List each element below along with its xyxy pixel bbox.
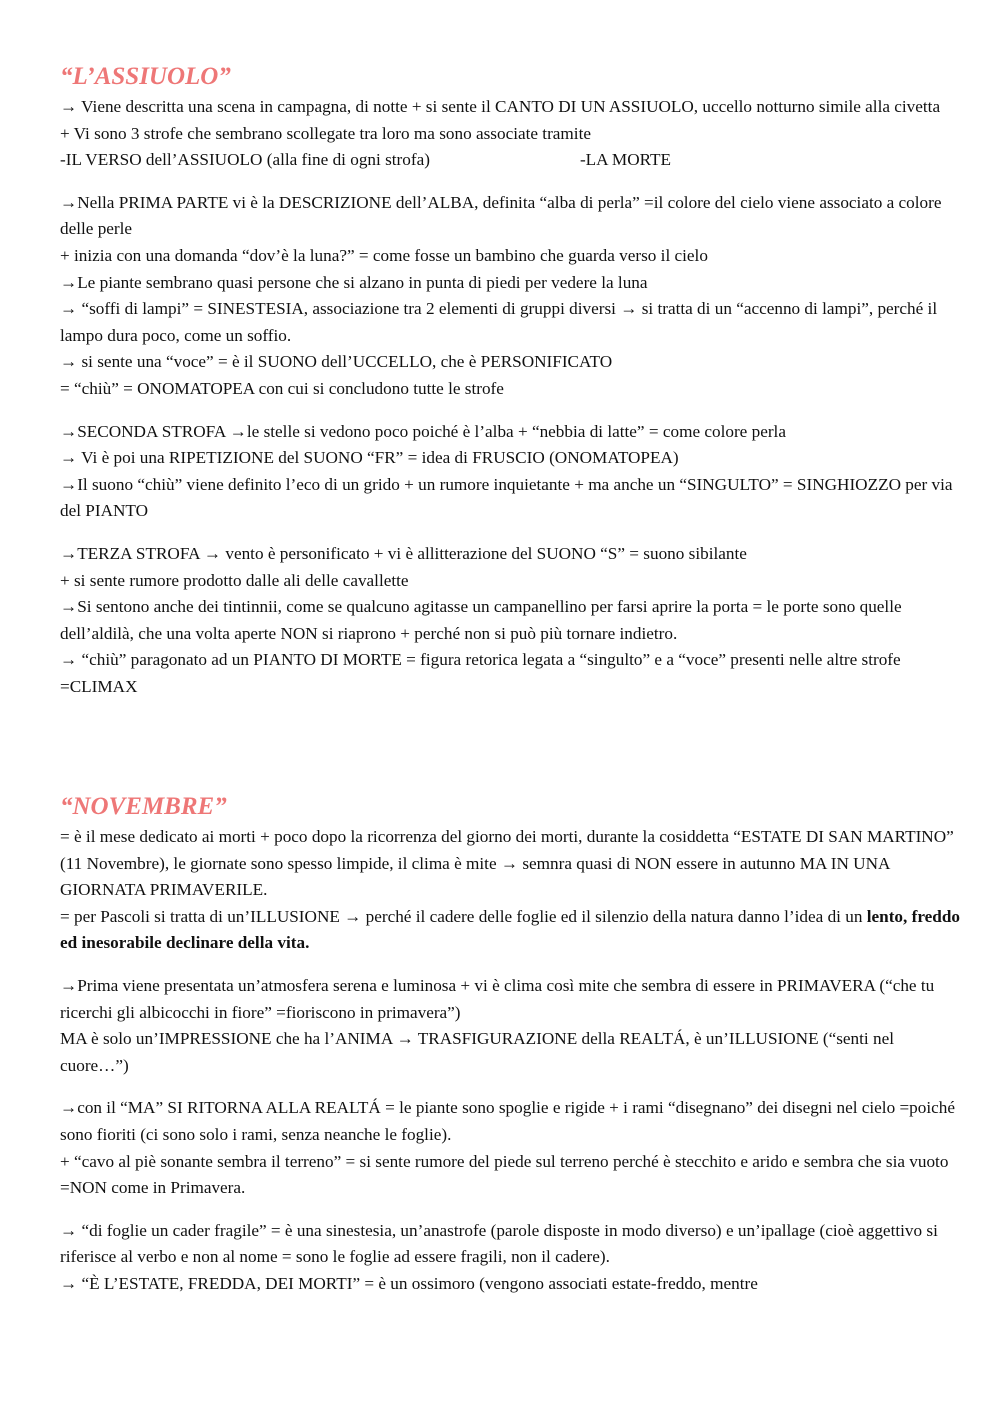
- text-line: →con il “MA” SI RITORNA ALLA REALTÁ = le piante sono spoglie e rigide + i rami “disegnano” dei disegni nel cielo =poiché sono fioriti (ci sono solo i rami, senza neanche le foglie).: [60, 1098, 955, 1144]
- text-line-columns: [60, 147, 960, 174]
- text-line: →Le piante sembrano quasi persone che si alzano in punta di piedi per vedere la luna: [60, 272, 648, 292]
- text-line: [60, 904, 960, 957]
- text-line: →Prima viene presentata un’atmosfera serena e luminosa + vi è clima così mite che sembra di essere in PRIMAVERA (“che tu ricerchi gli albicocchi in fiore” =fioriscono in primavera”): [60, 975, 935, 1022]
- text-line: →TERZA STROFA → vento è personificato + vi è allitterazione del SUONO “S” = suono sibilante: [60, 543, 747, 563]
- section-assiuolo: [60, 60, 960, 716]
- paragraph-figure-retoriche: [60, 1218, 960, 1298]
- text-line: →Nella PRIMA PARTE vi è la DESCRIZIONE dell’ALBA, definita “alba di perla” =il colore del cielo viene associato a colore delle perle: [60, 192, 942, 239]
- text-line: → si sente una “voce” = è il SUONO dell’UCCELLO, che è PERSONIFICATO: [60, 352, 613, 372]
- text-line: = è il mese dedicato ai morti + poco dopo la ricorrenza del giorno dei morti, durante la cosiddetta “ESTATE DI SAN MARTINO” (11 Novembre), le giornate sono spesso limpide, il clima è mite → semnra quasi di NON essere in autunno MA IN UNA GIORNATA PRIMAVERILE.: [60, 827, 954, 900]
- text-line: → “chiù” paragonato ad un PIANTO DI MORTE = figura retorica legata a “singulto” e a “voce” presenti nelle altre strofe =CLIMAX: [60, 650, 901, 696]
- text-line: → “soffi di lampi” = SINESTESIA, associazione tra 2 elementi di gruppi diversi → si tratta di un “accenno di lampi”, perché il lampo dura poco, come un soffio.: [60, 299, 938, 345]
- text-line: = “chiù” = ONOMATOPEA con cui si concludono tutte le strofe: [60, 378, 504, 398]
- text-line: + Vi sono 3 strofe che sembrano scollegate tra loro ma sono associate tramite: [60, 123, 591, 143]
- paragraph-terza-strofa: [60, 541, 960, 701]
- text-item: -LA MORTE: [579, 150, 672, 170]
- text-item: -IL VERSO dell’ASSIUOLO (alla fine di ogni strofa): [60, 150, 430, 170]
- text-line: + inizia con una domanda “dov’è la luna?” = come fosse un bambino che guarda verso il cielo: [60, 245, 708, 265]
- text-line: →Il suono “chiù” viene definito l’eco di un grido + un rumore inquietante + ma anche un “SINGULTO” = SINGHIOZZO per via del PIANTO: [60, 474, 953, 521]
- text-line: → “di foglie un cader fragile” = è una sinestesia, un’anastrofe (parole disposte in modo diverso) e un’ipallage (cioè aggettivo si riferisce al verbo e non al nome = sono le foglie ad essere fragili, non il cadere).: [60, 1220, 938, 1267]
- paragraph-intro: [60, 94, 960, 174]
- text-line: MA è solo un’IMPRESSIONE che ha l’ANIMA → TRASFIGURAZIONE della REALTÁ, è un’ILLUSIONE (“senti nel cuore…”): [60, 1029, 894, 1075]
- text-line: →SECONDA STROFA →le stelle si vedono poco poiché è l’alba + “nebbia di latte” = come colore perla: [60, 421, 786, 441]
- bold-text: lento, freddo ed inesorabile declinare della vita.: [60, 906, 960, 953]
- text-line: →Si sentono anche dei tintinnii, come se qualcuno agitasse un campanellino per farsi aprire la porta = le porte sono quelle dell’aldilà, che una volta aperte NON si riaprono + perché non si può più tornare indietro.: [60, 597, 902, 643]
- section-title-novembre: “NOVEMBRE”: [60, 793, 227, 820]
- paragraph-seconda-strofa: [60, 419, 960, 525]
- text-item: = per Pascoli si tratta di un’ILLUSIONE → perché il cadere delle foglie ed il silenzio della natura danno l’idea di un: [60, 906, 867, 926]
- section-novembre: [60, 790, 960, 1314]
- paragraph-intro: [60, 824, 960, 957]
- text-line: → Vi è poi una RIPETIZIONE del SUONO “FR” = idea di FRUSCIO (ONOMATOPEA): [60, 448, 679, 468]
- section-title-assiuolo: “L’ASSIUOLO”: [60, 63, 231, 90]
- text-line: → “È L’ESTATE, FREDDA, DEI MORTI” = è un ossimoro (vengono associati estate-freddo, mentre: [60, 1273, 758, 1293]
- paragraph-atmosfera: [60, 973, 960, 1079]
- text-line: + si sente rumore prodotto dalle ali delle cavallette: [60, 570, 409, 590]
- text-line: + “cavo al piè sonante sembra il terreno” = si sente rumore del piede sul terreno perché è stecchito e arido e sembra che sia vuoto =NON come in Primavera.: [60, 1151, 949, 1198]
- paragraph-realta: [60, 1095, 960, 1201]
- paragraph-prima-parte: [60, 190, 960, 403]
- text-line: → Viene descritta una scena in campagna, di notte + si sente il CANTO DI UN ASSIUOLO, uccello notturno simile alla civetta: [60, 97, 941, 116]
